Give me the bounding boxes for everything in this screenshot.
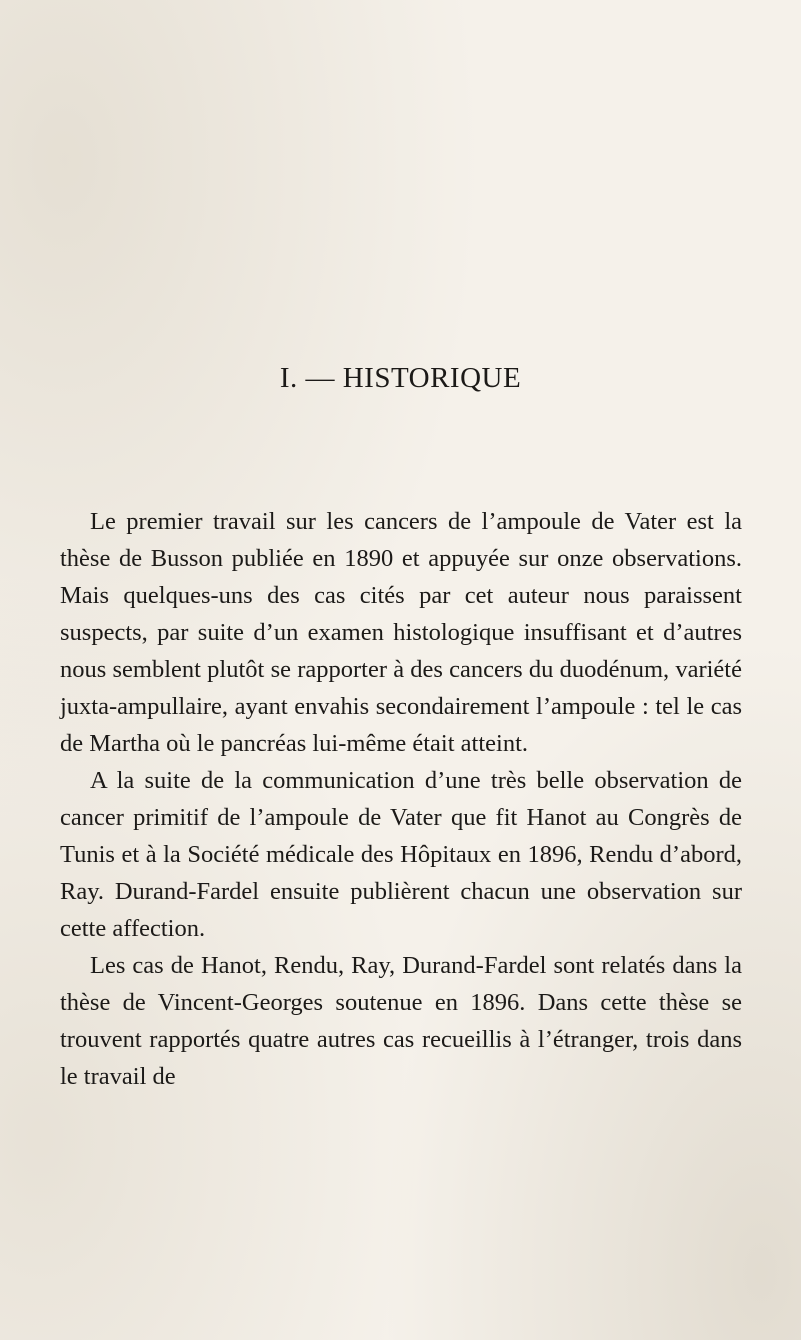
paragraph-2: A la suite de la communication d’une très belle observation de cancer primitif de l’ampoule de Vater que fit Hanot au Congrès de Tunis et à la Société médicale des Hôpitaux en 1896, Rendu d’abord, Ray. Durand-Fardel ensuite publièrent chacun une observation sur cette affection. [60, 767, 742, 942]
paragraph-1: Le premier travail sur les cancers de l’ampoule de Vater est la thèse de Busson publiée en 1890 et appuyée sur onze observations. Mais quelques-uns des cas cités par cet auteur nous paraissent suspects, par suite d’un examen histologique insuffisant et d’autres nous semblent plutôt se rapporter à des cancers du duodénum, variété juxta-ampullaire, ayant envahis secondairement l’ampoule : tel le cas de Martha où le pancréas lui-même était atteint. [60, 508, 742, 757]
paragraph-3: Les cas de Hanot, Rendu, Ray, Durand-Fardel sont relatés dans la thèse de Vincent-Georges soutenue en 1896. Dans cette thèse se trouvent rapportés quatre autres cas recueillis à l’étranger, trois dans le travail de [60, 952, 742, 1090]
section-heading: I. — HISTORIQUE [279, 362, 522, 394]
body-text [60, 503, 742, 1095]
